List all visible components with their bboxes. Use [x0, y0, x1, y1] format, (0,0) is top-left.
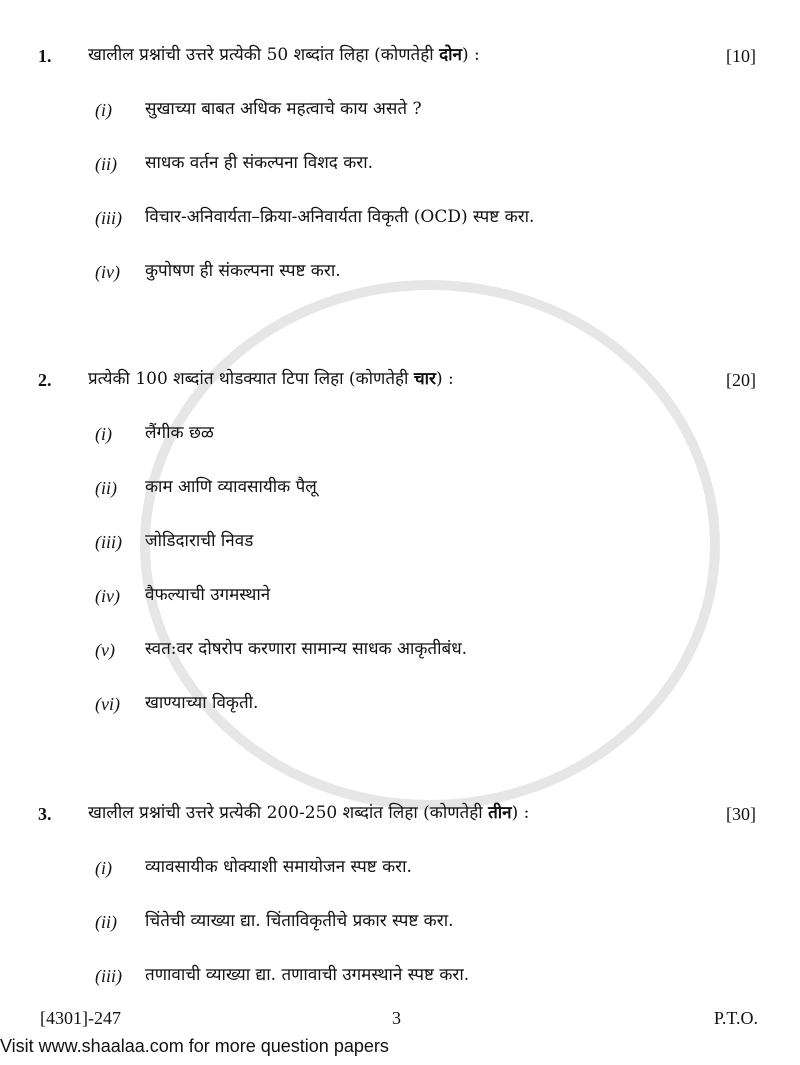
pto-label: P.T.O.: [713, 1008, 758, 1028]
item-text: काम आणि व्यावसायीक पैलू: [145, 477, 317, 497]
item-text: विचार-अनिवार्यता–क्रिया-अनिवार्यता विकृती (OCD) स्पष्ट करा.: [145, 207, 535, 227]
item-number: (i): [95, 424, 112, 444]
item-number: (ii): [95, 154, 117, 174]
item-number: (ii): [95, 912, 117, 932]
question-tail: ) :: [461, 45, 480, 65]
item-text: सुखाच्या बाबत अधिक महत्वाचे काय असते ?: [145, 99, 422, 119]
question-number: 2.: [38, 370, 52, 390]
item-text: स्वत:वर दोषरोप करणारा सामान्य साधक आकृतीबंध.: [145, 639, 468, 659]
question-count: दोन: [439, 45, 462, 65]
question-tail: ) :: [511, 803, 530, 823]
item-number: (iv): [95, 262, 120, 282]
question-instruction: प्रत्येकी 100 शब्दांत थोडक्यात टिपा लिहा (कोणतेही: [88, 369, 409, 389]
item-number: (i): [95, 100, 112, 120]
item-text: खाण्याच्या विकृती.: [145, 693, 259, 713]
question-instruction: खालील प्रश्नांची उत्तरे प्रत्येकी 50 शब्दांत लिहा (कोणतेही: [88, 45, 434, 65]
paper-code: [4301]-247: [40, 1008, 121, 1028]
item-number: (i): [95, 858, 112, 878]
item-text: जोडिदाराची निवड: [145, 531, 254, 551]
item-text: वैफल्याची उगमस्थाने: [145, 585, 271, 605]
question-instruction: खालील प्रश्नांची उत्तरे प्रत्येकी 200-250 शब्दांत लिहा (कोणतेही: [88, 803, 483, 823]
item-text: व्यावसायीक धोक्याशी समायोजन स्पष्ट करा.: [145, 857, 412, 877]
item-number: (iii): [95, 208, 122, 228]
item-text: कुपोषण ही संकल्पना स्पष्ट करा.: [145, 261, 341, 281]
question-number: 1.: [38, 46, 52, 66]
visit-link[interactable]: Visit www.shaalaa.com for more question papers: [0, 1036, 389, 1056]
item-number: (iii): [95, 532, 122, 552]
item-number: (iii): [95, 966, 122, 986]
item-text: तणावाची व्याख्या द्या. तणावाची उगमस्थाने स्पष्ट करा.: [145, 965, 470, 985]
page-number: 3: [392, 1008, 401, 1028]
question-count: तीन: [488, 803, 512, 823]
item-text: चिंतेची व्याख्या द्या. चिंताविकृतीचे प्रकार स्पष्ट करा.: [145, 911, 454, 931]
question-marks: [30]: [726, 804, 756, 824]
item-number: (ii): [95, 478, 117, 498]
question-text: [88, 803, 700, 824]
question-text: [88, 45, 700, 66]
question-marks: [20]: [726, 370, 756, 390]
item-number: (iv): [95, 586, 120, 606]
item-text: लैंगीक छळ: [145, 423, 214, 443]
item-number: (vi): [95, 694, 120, 714]
question-number: 3.: [38, 804, 52, 824]
question-text: [88, 369, 700, 390]
item-text: साधक वर्तन ही संकल्पना विशद करा.: [145, 153, 374, 173]
question-marks: [10]: [726, 46, 756, 66]
question-tail: ) :: [436, 369, 454, 389]
question-count: चार: [413, 369, 436, 389]
item-number: (v): [95, 640, 115, 660]
